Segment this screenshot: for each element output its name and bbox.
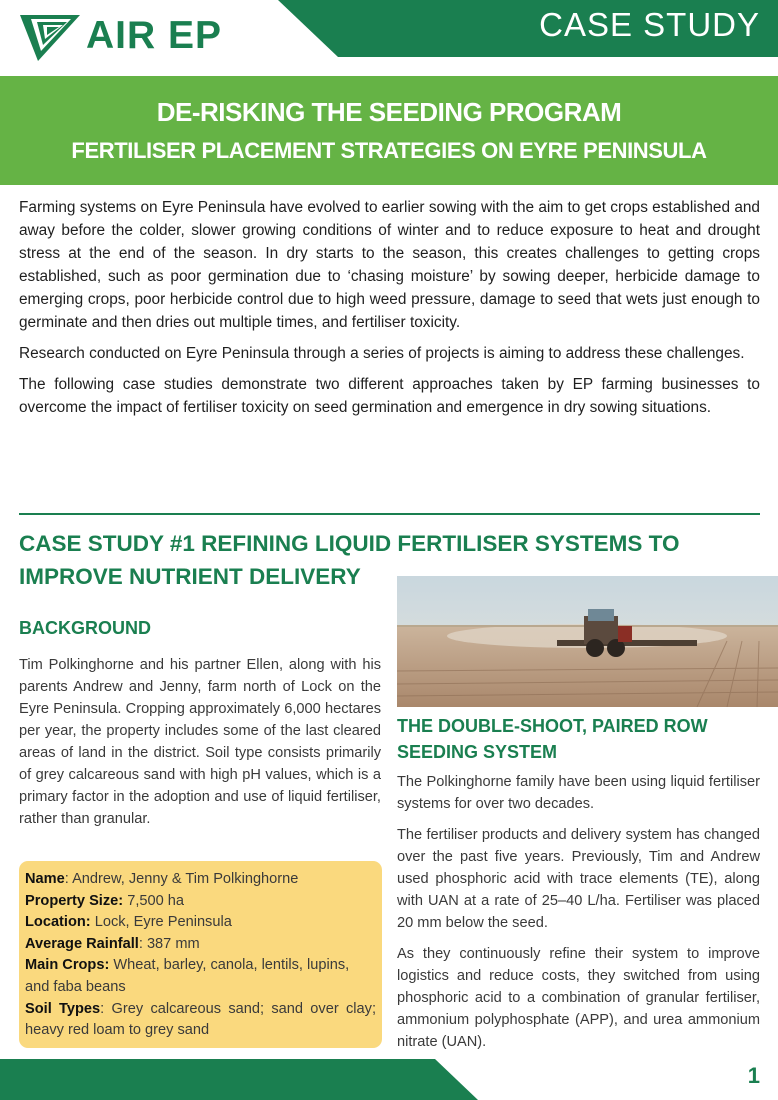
title-banner [0, 76, 778, 185]
fact-location: Location: Lock, Eyre Peninsula [25, 914, 232, 931]
intro-paragraph: Research conducted on Eyre Peninsula through a series of projects is aiming to address these challenges. [19, 345, 745, 362]
tractor-seeding-photo [397, 576, 778, 707]
double-shoot-text [397, 771, 760, 1062]
case-study-label: CASE STUDY [539, 6, 760, 43]
fact-soil-types: Soil Types: Grey calcareous sand; sand over clay; heavy red loam to grey sand [25, 1000, 376, 1039]
fact-main-crops: Main Crops: Wheat, barley, canola, lentils, lupins, and faba beans [25, 957, 350, 995]
background-heading: BACKGROUND [19, 618, 151, 638]
wing-logo-icon [18, 7, 82, 63]
page-header [0, 0, 778, 76]
air-ep-logo [18, 5, 222, 65]
footer-green-band [0, 1059, 778, 1100]
farm-facts-box [19, 861, 382, 1048]
intro-paragraph: The following case studies demonstrate two different approaches taken by EP farming businesses to overcome the impact of fertiliser toxicity on seed germination and emergence in dry sowing situations. [19, 376, 760, 416]
section-divider [19, 513, 760, 515]
page-subtitle: FERTILISER PLACEMENT STRATEGIES ON EYRE PENINSULA [71, 138, 707, 163]
double-shoot-paragraph: The fertiliser products and delivery system has changed over the past five years. Previously, Tim and Andrew used phosphoric acid with trace elements (TE), along with UAN at a rate of 25–40 L/ha. Fertiliser was placed 20 mm below the seed. [397, 827, 760, 931]
background-text: Tim Polkinghorne and his partner Ellen, along with his parents Andrew and Jenny, farm north of Lock on the Eyre Peninsula. Cropping approximately 6,000 hectares per year, the property includes some of the last cleared areas of land in the district. Soil type consists primarily of grey calcareous sand with high pH values, which is a primary factor in the adoption and use of liquid fertiliser, rather than granular. [19, 657, 381, 827]
double-shoot-paragraph: The Polkinghorne family have been using liquid fertiliser systems for over two decades. [397, 774, 760, 812]
double-shoot-heading: THE DOUBLE-SHOOT, PAIRED ROW SEEDING SYSTEM [397, 716, 708, 762]
intro-section [19, 196, 760, 427]
double-shoot-paragraph: As they continuously refine their system to improve logistics and reduce costs, they switched from using phosphoric acid to a combination of granular fertiliser, ammonium polyphosphate (APP), and urea ammonium nitrate (UAN). [397, 946, 760, 1050]
intro-paragraph: Farming systems on Eyre Peninsula have evolved to earlier sowing with the aim to get crops established and away before the colder, slower growing conditions of winter and to reduce exposure to heat and drought stress at the end of the season. In dry starts to the season, this creates challenges to getting crops established, such as poor germination due to ‘chasing moisture’ by sowing deeper, herbicide damage to emerging crops, poor herbicide control due to high weed pressure, damage to seed that wets just enough to germinate and then dries out multiple times, and fertiliser toxicity. [19, 199, 760, 331]
fact-name: Name: Andrew, Jenny & Tim Polkinghorne [25, 871, 299, 887]
page-title: DE-RISKING THE SEEDING PROGRAM [156, 97, 622, 127]
case-study-heading: CASE STUDY #1 REFINING LIQUID FERTILISER SYSTEMS TO IMPROVE NUTRIENT DELIVERY [19, 531, 680, 589]
page-number: 1 [747, 1063, 760, 1088]
fact-property-size: Property Size: 7,500 ha [25, 892, 185, 909]
logo-text: AIR EP [86, 13, 223, 57]
fact-average-rainfall: Average Rainfall: 387 mm [25, 935, 200, 952]
